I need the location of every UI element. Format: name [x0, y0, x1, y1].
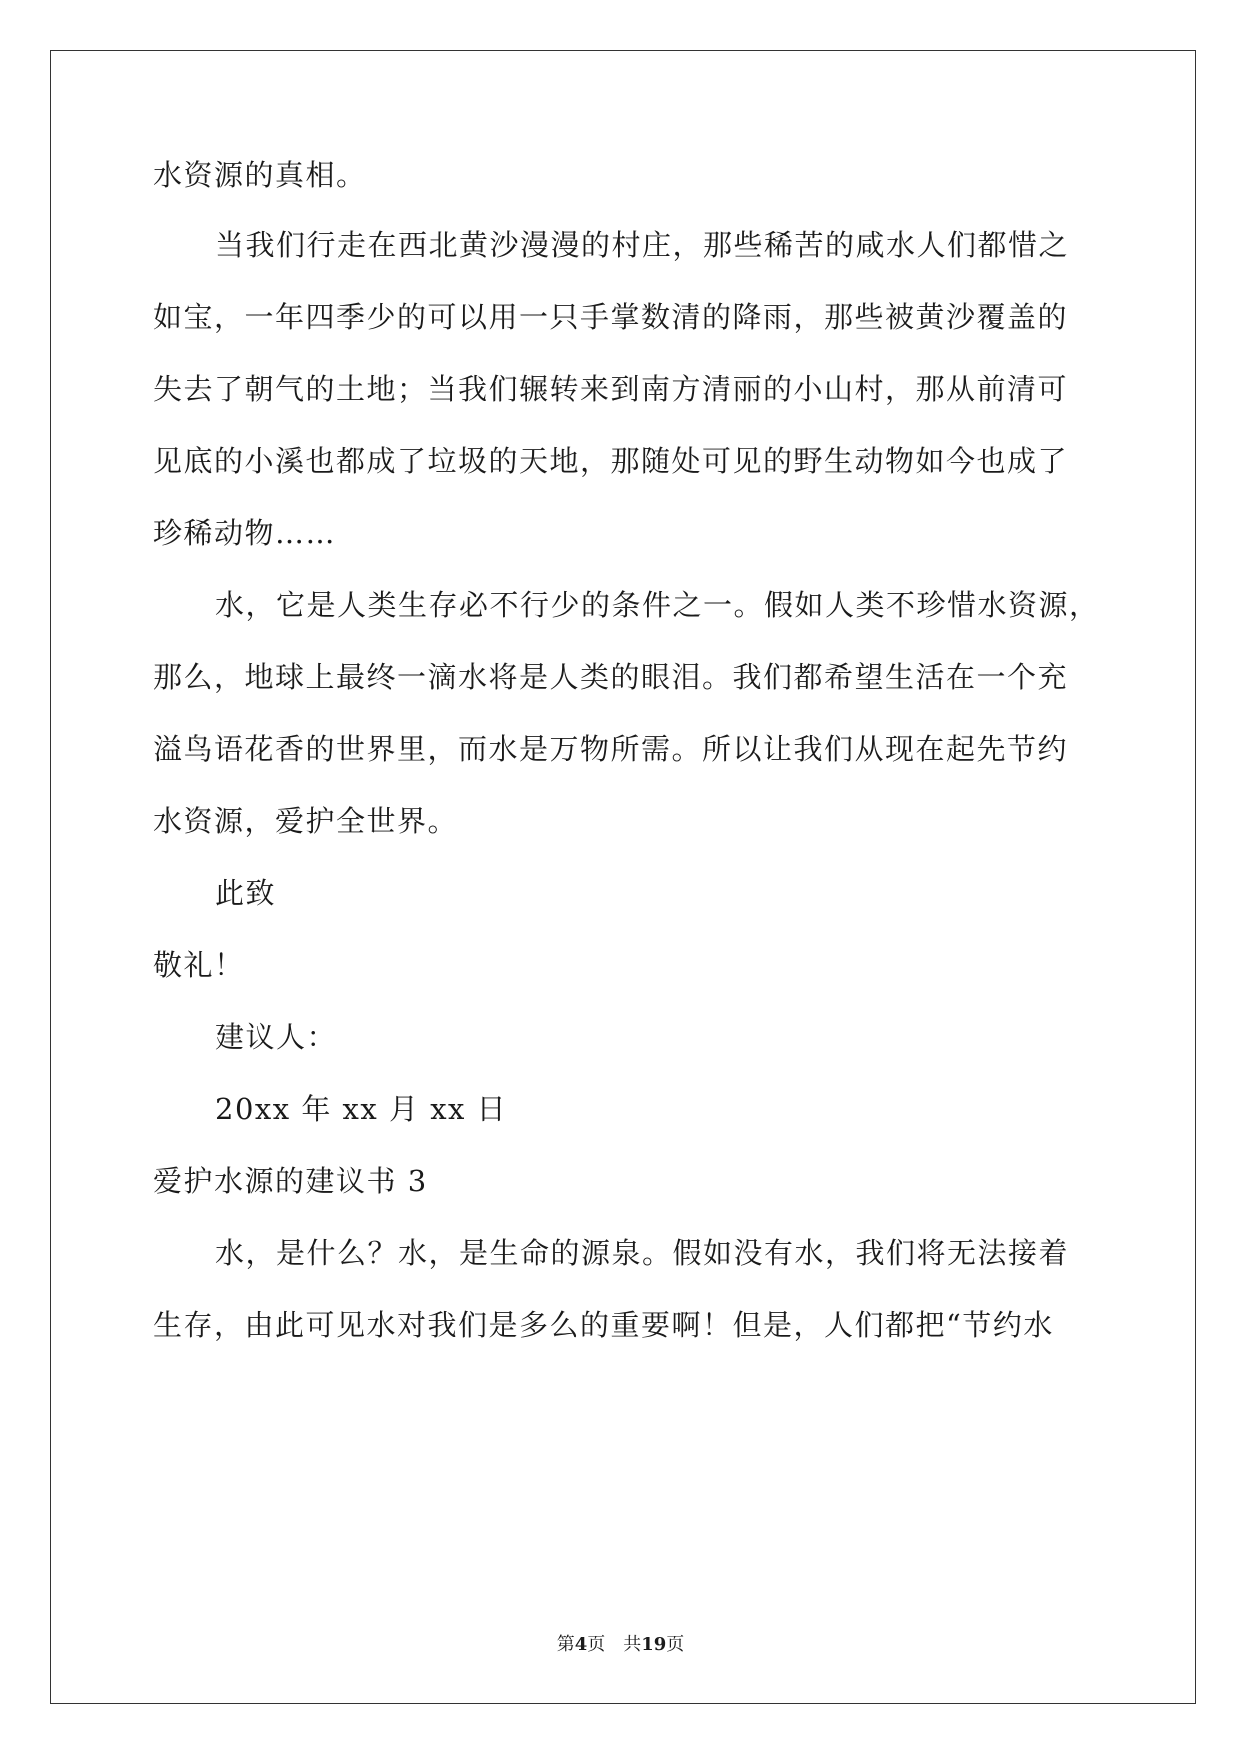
text-line: 水资源，爱护全世界。 — [153, 804, 459, 838]
text-line: 珍稀动物…… — [153, 516, 337, 550]
footer-page-current: 4 — [574, 1634, 588, 1655]
paragraph-line: 水，它是人类生存必不行少的条件之一。假如人类不珍惜水资源， — [215, 588, 1100, 622]
section-heading: 爱护水源的建议书 3 — [153, 1164, 428, 1198]
text-line: 见底的小溪也都成了垃圾的天地，那随处可见的野生动物如今也成了 — [153, 444, 1069, 478]
text-line: 生存，由此可见水对我们是多么的重要啊！但是，人们都把“节约水 — [153, 1308, 1054, 1342]
text-line: 溢鸟语花香的世界里，而水是万物所需。所以让我们从现在起先节约 — [153, 732, 1069, 766]
text-line: 如宝，一年四季少的可以用一只手掌数清的降雨，那些被黄沙覆盖的 — [153, 300, 1069, 334]
paragraph-line: 水，是什么？水，是生命的源泉。假如没有水，我们将无法接着 — [215, 1236, 1070, 1270]
footer-page-total: 19 — [641, 1634, 667, 1655]
text-line: 那么，地球上最终一滴水将是人类的眼泪。我们都希望生活在一个充 — [153, 660, 1069, 694]
page-footer — [0, 1633, 1241, 1657]
text-line: 水资源的真相。 — [153, 158, 367, 192]
footer-page-suffix: 页 — [587, 1634, 606, 1655]
signature-label: 建议人： — [215, 1020, 338, 1054]
footer-total-suffix: 页 — [666, 1634, 685, 1655]
footer-total-prefix: 共 — [623, 1634, 642, 1655]
regards-line: 敬礼！ — [153, 948, 245, 982]
date-line: 20xx 年 xx 月 xx 日 — [215, 1092, 508, 1126]
paragraph-line: 当我们行走在西北黄沙漫漫的村庄，那些稀苦的咸水人们都惜之 — [215, 228, 1070, 262]
footer-page-prefix: 第 — [556, 1634, 575, 1655]
text-line: 失去了朝气的土地；当我们辗转来到南方清丽的小山村，那从前清可 — [153, 372, 1069, 406]
salutation-line: 此致 — [215, 876, 277, 910]
